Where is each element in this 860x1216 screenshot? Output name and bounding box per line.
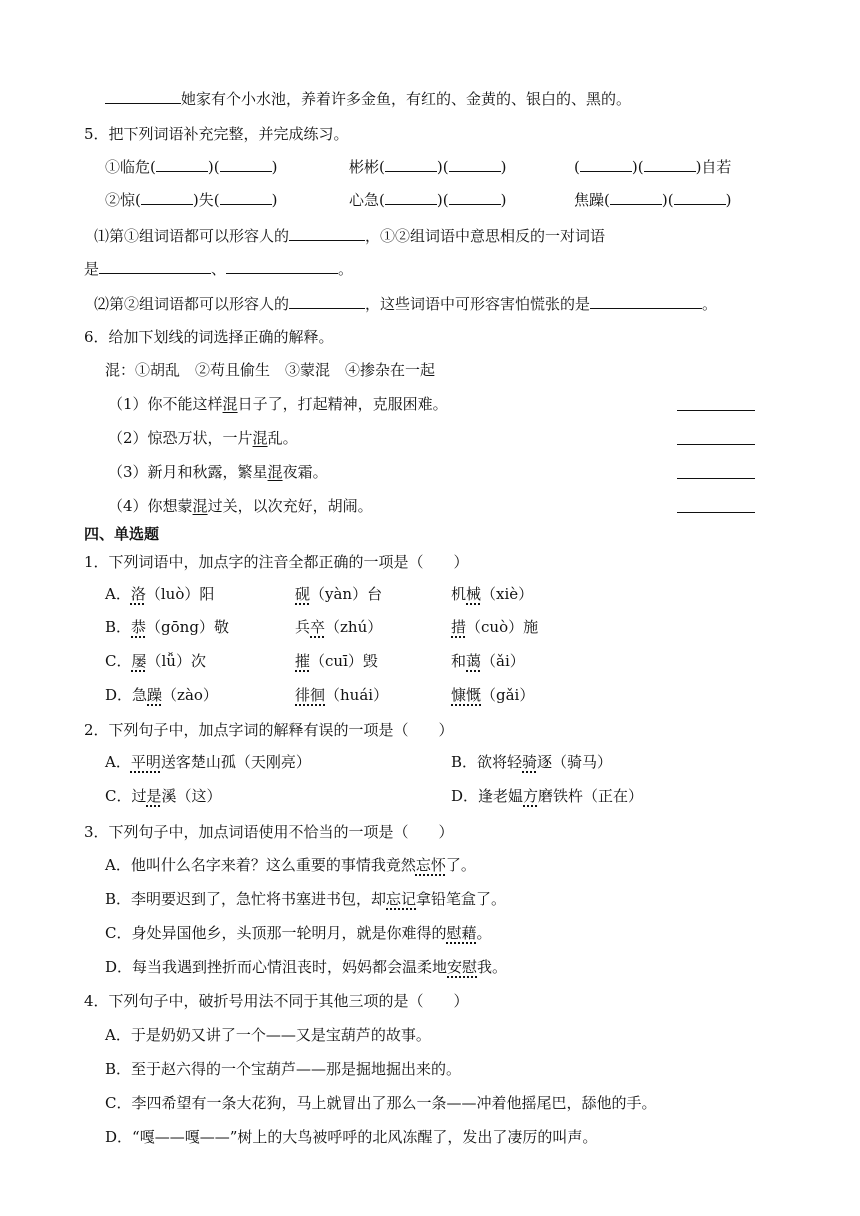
m2-option-a[interactable]: A．平明送客楚山孤（天刚亮） (105, 753, 311, 771)
answer-line-4[interactable] (677, 512, 755, 513)
answer-blank[interactable] (141, 190, 193, 205)
m1-option[interactable]: C．屡（lǚ）次 (105, 652, 206, 670)
q5-group2-c: 焦躁( )( ) (574, 191, 732, 209)
m1-word: 措（cuò）施 (451, 618, 539, 636)
m1-word: 慷慨（gǎi） (451, 686, 535, 704)
answer-line-2[interactable] (677, 444, 755, 445)
m1-option[interactable]: D．急躁（zào） (105, 686, 218, 704)
q5-group2-b: 心急( )( ) (349, 191, 507, 209)
m1-word: 摧（cuī）毁 (295, 652, 378, 670)
answer-line-3[interactable] (677, 478, 755, 479)
q5-group1-a: ①临危( )( ) (105, 158, 278, 176)
answer-blank[interactable] (220, 157, 272, 172)
answer-blank[interactable] (99, 259, 211, 274)
m1-option[interactable]: A．洛（luò）阳 (105, 585, 215, 603)
section-title: 四、单选题 (84, 525, 160, 543)
answer-blank[interactable] (644, 157, 696, 172)
answer-blank[interactable] (449, 157, 501, 172)
m3-option-b[interactable]: B．李明要迟到了，急忙将书塞进书包，却忘记拿铅笔盒了。 (105, 890, 507, 908)
answer-blank[interactable] (156, 157, 208, 172)
q6-item: （2）惊恐万状，一片混乱。 (108, 429, 298, 447)
answer-blank[interactable] (385, 157, 437, 172)
m1-word: 和蔼（ǎi） (451, 652, 525, 670)
answer-blank[interactable] (289, 226, 365, 241)
q5-group1-b: 彬彬( )( ) (349, 158, 507, 176)
q6-item: （1）你不能这样混日子了，打起精神，克服困难。 (108, 395, 448, 413)
answer-blank[interactable] (580, 157, 632, 172)
q6-item: （4）你想蒙混过关，以次充好，胡闹。 (108, 497, 373, 515)
m3-option-d[interactable]: D．每当我遇到挫折而心情沮丧时，妈妈都会温柔地安慰我。 (105, 958, 508, 976)
m1-word: 徘徊（huái） (295, 686, 389, 704)
m2-option-d[interactable]: D．逢老媪方磨铁杵（正在） (451, 787, 644, 805)
m1-word: 兵卒（zhú） (295, 618, 383, 636)
q5-title: 5．把下列词语补充完整，并完成练习。 (84, 125, 349, 143)
fill-sentence: 她家有个小水池，养着许多金鱼，有红的、金黄的、银白的、黑的。 (105, 89, 631, 109)
q5-sub1-cont: 是 、 。 (84, 260, 354, 278)
m1-word: 砚（yàn）台 (295, 585, 383, 603)
m3-option-a[interactable]: A．他叫什么名字来着？这么重要的事情我竟然忘怀了。 (105, 856, 476, 874)
answer-blank[interactable] (105, 89, 181, 104)
m2-option-c[interactable]: C．过是溪（这） (105, 787, 222, 805)
answer-blank[interactable] (385, 190, 437, 205)
m3-stem: 3．下列句子中，加点词语使用不恰当的一项是（ ） (84, 823, 454, 841)
q6-title: 6．给加下划线的词选择正确的解释。 (84, 328, 334, 346)
q6-options: 混：①胡乱 ②苟且偷生 ③蒙混 ④掺杂在一起 (105, 361, 436, 379)
m4-option-d[interactable]: D．“嘎——嘎——”树上的大鸟被呼呼的北风冻醒了，发出了凄厉的叫声。 (105, 1128, 598, 1146)
q5-group2-a: ②惊( )失( ) (105, 191, 278, 209)
answer-blank[interactable] (289, 294, 365, 309)
answer-blank[interactable] (449, 190, 501, 205)
answer-blank[interactable] (674, 190, 726, 205)
answer-blank[interactable] (220, 190, 272, 205)
q5-group1-c: ( )( )自若 (574, 158, 732, 176)
m4-option-a[interactable]: A．于是奶奶又讲了一个——又是宝葫芦的故事。 (105, 1026, 431, 1044)
m3-option-c[interactable]: C．身处异国他乡，头顶那一轮明月，就是你难得的慰藉。 (105, 924, 492, 942)
q5-sub1: ⑴第①组词语都可以形容人的 ，①②组词语中意思相反的一对词语 (94, 227, 606, 245)
m4-option-b[interactable]: B．至于赵六得的一个宝葫芦——那是掘地掘出来的。 (105, 1060, 462, 1078)
answer-blank[interactable] (226, 259, 338, 274)
m4-option-c[interactable]: C．李四希望有一条大花狗，马上就冒出了那么一条——冲着他摇尾巴，舔他的手。 (105, 1094, 657, 1112)
m1-stem: 1．下列词语中，加点字的注音全都正确的一项是（ ） (84, 553, 469, 571)
q5-sub2: ⑵第②组词语都可以形容人的 ，这些词语中可形容害怕慌张的是 。 (94, 295, 718, 313)
answer-blank[interactable] (610, 190, 662, 205)
answer-line-1[interactable] (677, 410, 755, 411)
m4-stem: 4．下列句子中，破折号用法不同于其他三项的是（ ） (84, 992, 469, 1010)
m2-option-b[interactable]: B．欲将轻骑逐（骑马） (451, 753, 613, 771)
m2-stem: 2．下列句子中，加点字词的解释有误的一项是（ ） (84, 721, 454, 739)
m1-word: 机械（xiè） (451, 585, 534, 603)
answer-blank[interactable] (590, 294, 702, 309)
m1-option[interactable]: B．恭（gōng）敬 (105, 618, 229, 636)
q6-item: （3）新月和秋露，繁星混夜霜。 (108, 463, 328, 481)
